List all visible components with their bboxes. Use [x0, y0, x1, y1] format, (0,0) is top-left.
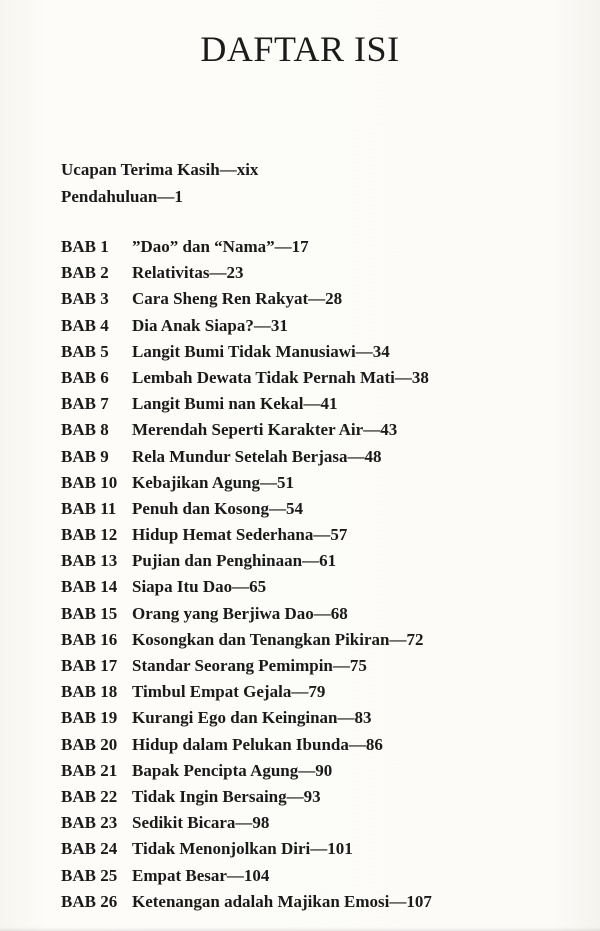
chapter-title: Orang yang Berjiwa Dao	[132, 603, 314, 623]
chapter-number: BAB 16	[61, 629, 118, 649]
toc-row	[61, 548, 581, 574]
chapter-title: Relativitas	[132, 263, 210, 283]
chapter-title: Standar Seorang Pemimpin	[132, 656, 333, 675]
chapter-title-wrap	[132, 653, 367, 679]
chapter-page: — 48	[348, 447, 382, 466]
chapter-title-wrap	[132, 339, 390, 365]
chapter-title-wrap	[132, 286, 342, 312]
chapter-number: BAB 23	[61, 813, 118, 833]
chapter-number: BAB 21	[61, 760, 118, 780]
front-matter-page: xix	[236, 160, 259, 179]
chapter-title-wrap	[132, 470, 294, 496]
chapter-page: — 75	[333, 656, 367, 675]
chapter-page: — 90	[298, 761, 332, 780]
chapter-title-wrap	[132, 784, 321, 810]
chapter-title: Kosongkan dan Tenangkan Pikiran	[132, 629, 390, 649]
chapter-number: BAB 14	[61, 577, 118, 597]
toc-row	[61, 810, 581, 836]
chapter-page: — 61	[302, 551, 336, 570]
chapter-number: BAB 10	[61, 472, 118, 492]
chapter-page: — 68	[314, 604, 348, 623]
toc-row	[61, 417, 581, 443]
chapter-number: BAB 15	[61, 603, 118, 623]
toc-row	[61, 444, 581, 470]
toc-row	[61, 601, 581, 627]
chapter-page: — 101	[310, 839, 353, 858]
toc-row	[61, 758, 581, 784]
chapter-title-wrap	[132, 679, 325, 705]
chapter-title-wrap	[132, 836, 353, 862]
chapter-page: — 107	[389, 892, 432, 911]
chapter-title: Timbul Empat Gejala	[132, 682, 292, 702]
toc-row	[61, 627, 581, 653]
chapter-title: Kurangi Ego dan Keinginan	[132, 708, 338, 728]
toc-row	[61, 863, 581, 889]
front-matter-list	[61, 156, 258, 210]
chapter-page: — 79	[291, 682, 325, 701]
chapter-number: BAB 25	[61, 865, 118, 885]
toc-row	[61, 286, 581, 312]
chapter-page: — 72	[389, 630, 423, 649]
chapter-title: Penuh dan Kosong	[132, 498, 269, 518]
chapter-page: — 17	[275, 237, 309, 256]
toc-row	[61, 313, 581, 339]
chapter-page: — 43	[363, 420, 397, 439]
chapter-title: Pujian dan Penghinaan	[132, 551, 303, 571]
chapter-page: — 104	[227, 866, 270, 885]
page-bottom-edge	[0, 927, 600, 931]
toc-row	[61, 391, 581, 417]
chapter-title: Tidak Ingin Bersaing	[132, 786, 287, 806]
front-matter-page: 1	[174, 187, 183, 206]
chapter-page: — 83	[337, 708, 371, 727]
toc-row	[61, 836, 581, 862]
chapter-title-wrap	[132, 758, 332, 784]
chapter-title-wrap	[132, 810, 269, 836]
toc-row	[61, 470, 581, 496]
toc-row	[61, 339, 581, 365]
chapter-page: — 34	[356, 342, 390, 361]
chapter-title: Merendah Seperti Karakter Air	[132, 420, 364, 440]
chapter-number: BAB 19	[61, 708, 118, 728]
chapter-page: — 54	[269, 499, 303, 518]
chapter-title-wrap	[132, 627, 423, 653]
chapter-title: Sedikit Bicara	[132, 813, 236, 833]
chapter-title: Ketenangan adalah Majikan Emosi	[132, 891, 390, 911]
chapter-title-wrap	[132, 548, 336, 574]
chapter-list	[61, 234, 581, 915]
chapter-title-wrap	[132, 260, 243, 286]
toc-row	[61, 732, 581, 758]
chapter-number: BAB 5	[61, 341, 109, 361]
chapter-number: BAB 8	[61, 420, 109, 440]
chapter-title-wrap	[132, 601, 348, 627]
toc-row	[61, 679, 581, 705]
chapter-title: Tidak Menonjolkan Diri	[132, 839, 311, 859]
chapter-title-wrap	[132, 365, 429, 391]
chapter-title-wrap	[132, 313, 288, 339]
chapter-title-wrap	[132, 522, 347, 548]
toc-row	[61, 705, 581, 731]
chapter-title: Hidup dalam Pelukan Ibunda	[132, 734, 349, 754]
toc-row	[61, 522, 581, 548]
chapter-number: BAB 6	[61, 367, 109, 387]
chapter-title: Dia Anak Siapa?	[132, 315, 254, 335]
chapter-number: BAB 12	[61, 525, 118, 545]
chapter-number: BAB 20	[61, 734, 118, 754]
chapter-page: — 23	[209, 263, 243, 282]
chapter-number: BAB 3	[61, 289, 109, 309]
chapter-page: — 41	[303, 394, 337, 413]
chapter-title-wrap	[132, 863, 269, 889]
chapter-page: — 86	[349, 735, 383, 754]
chapter-number: BAB 1	[61, 237, 109, 256]
chapter-number: BAB 13	[61, 551, 118, 571]
toc-row	[61, 496, 581, 522]
chapter-page: — 38	[395, 368, 429, 387]
chapter-number: BAB 7	[61, 394, 109, 414]
chapter-title-wrap	[132, 444, 382, 470]
toc-row	[61, 574, 581, 600]
toc-row	[61, 784, 581, 810]
toc-row	[61, 653, 581, 679]
chapter-title-wrap	[132, 234, 309, 260]
chapter-page: — 65	[232, 577, 266, 596]
chapter-page: — 98	[235, 813, 269, 832]
chapter-number: BAB 17	[61, 656, 118, 675]
chapter-number: BAB 11	[61, 498, 117, 518]
chapter-number: BAB 18	[61, 682, 118, 702]
chapter-title: Kebajikan Agung	[132, 472, 261, 492]
toc-row	[61, 234, 581, 260]
chapter-number: BAB 2	[61, 263, 109, 283]
chapter-number: BAB 26	[61, 891, 118, 911]
chapter-page: — 28	[308, 289, 342, 308]
chapter-title-wrap	[132, 732, 383, 758]
chapter-title: Hidup Hemat Sederhana	[132, 525, 314, 545]
front-matter-title: Ucapan Terima Kasih	[61, 160, 220, 179]
toc-row	[61, 365, 581, 391]
page-title: DAFTAR ISI	[200, 29, 400, 69]
chapter-number: BAB 22	[61, 786, 118, 806]
front-matter-item: Ucapan Terima Kasih—xix	[61, 160, 259, 179]
chapter-number: BAB 9	[61, 446, 109, 466]
chapter-title: Lembah Dewata Tidak Pernah Mati	[132, 367, 395, 387]
chapter-title: Rela Mundur Setelah Berjasa	[132, 446, 348, 466]
chapter-page: — 57	[313, 525, 347, 544]
chapter-page: — 31	[254, 316, 288, 335]
front-matter-item: Pendahuluan—1	[61, 187, 183, 206]
chapter-page: — 51	[260, 473, 294, 492]
toc-row	[61, 889, 581, 915]
chapter-title-wrap	[132, 417, 397, 443]
chapter-number: BAB 24	[61, 839, 118, 859]
chapter-title: Bapak Pencipta Agung	[132, 760, 299, 780]
chapter-title: Siapa Itu Dao	[132, 577, 233, 597]
front-matter-title: Pendahuluan	[61, 187, 158, 206]
chapter-title-wrap	[132, 705, 371, 731]
toc-row	[61, 260, 581, 286]
chapter-title-wrap	[132, 574, 266, 600]
chapter-title: Empat Besar	[132, 865, 227, 885]
chapter-title-wrap	[132, 889, 432, 915]
chapter-title-wrap	[132, 391, 337, 417]
chapter-title: ”Dao” dan “Nama”	[132, 237, 275, 256]
chapter-title-wrap	[132, 496, 303, 522]
chapter-page: — 93	[287, 787, 321, 806]
chapter-title: Langit Bumi nan Kekal	[132, 394, 304, 414]
chapter-title: Langit Bumi Tidak Manusiawi	[132, 341, 356, 361]
chapter-number: BAB 4	[61, 315, 109, 335]
chapter-title: Cara Sheng Ren Rakyat	[132, 289, 309, 309]
